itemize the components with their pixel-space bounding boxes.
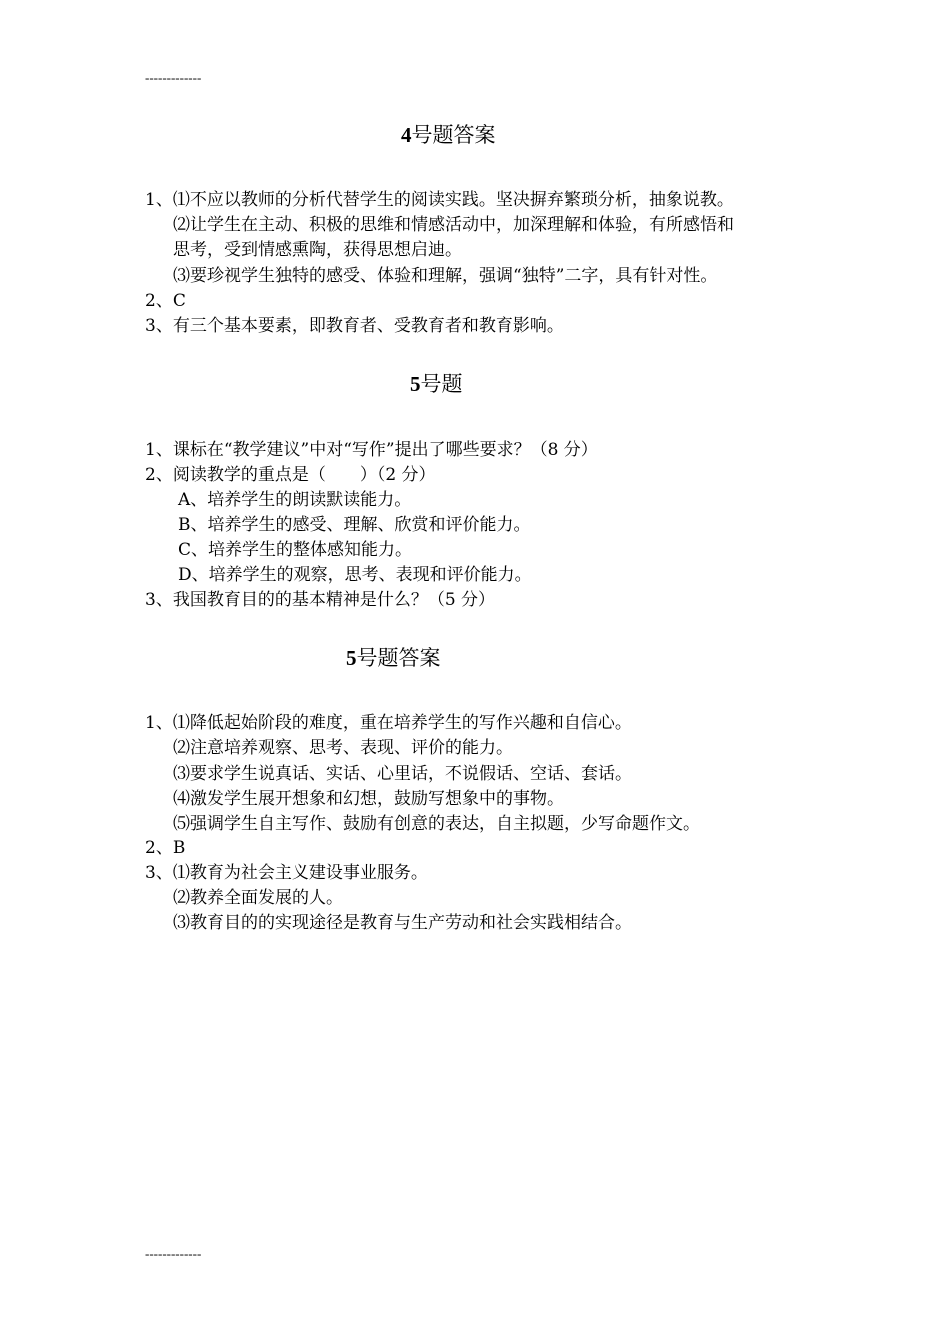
question-line: 2、阅读教学的重点是（ ）（2 分） bbox=[145, 465, 436, 485]
section-5-answers-heading bbox=[346, 644, 441, 672]
section-4-answers-heading bbox=[401, 121, 496, 149]
answer-line: 3、有三个基本要素，即教育者、受教育者和教育影响。 bbox=[145, 316, 564, 336]
heading-text: 号题答案 bbox=[356, 646, 441, 670]
heading-text: 号题 bbox=[420, 372, 463, 396]
question-line: 3、我国教育目的的基本精神是什么？（5 分） bbox=[145, 590, 496, 610]
answer-line: 2、B bbox=[145, 838, 186, 858]
footer-rule: ------------- bbox=[145, 1246, 202, 1261]
answer-line: ⑶要求学生说真话、实话、心里话，不说假话、空话、套话。 bbox=[173, 764, 632, 784]
answer-line: ⑶要珍视学生独特的感受、体验和理解，强调“独特”二字，具有针对性。 bbox=[173, 266, 718, 286]
answer-line: ⑶教育目的的实现途径是教育与生产劳动和社会实践相结合。 bbox=[173, 913, 632, 933]
question-line: 1、课标在“教学建议”中对“写作”提出了哪些要求？（8 分） bbox=[145, 440, 598, 460]
option-line: B、培养学生的感受、理解、欣赏和评价能力。 bbox=[178, 515, 531, 535]
option-line: C、培养学生的整体感知能力。 bbox=[178, 540, 413, 560]
answer-line: ⑵注意培养观察、思考、表现、评价的能力。 bbox=[173, 738, 513, 758]
header-rule: ------------- bbox=[145, 70, 202, 85]
answer-line: ⑸强调学生自主写作、鼓励有创意的表达，自主拟题，少写命题作文。 bbox=[173, 814, 700, 834]
answer-line: ⑵教养全面发展的人。 bbox=[173, 888, 343, 908]
heading-number: 5 bbox=[346, 646, 357, 670]
answer-line: 1、⑴不应以教师的分析代替学生的阅读实践。坚决摒弃繁琐分析，抽象说教。 bbox=[145, 190, 734, 210]
heading-number: 5 bbox=[410, 372, 421, 396]
answer-line: ⑵让学生在主动、积极的思维和情感活动中，加深理解和体验，有所感悟和 bbox=[173, 215, 734, 235]
option-line: A、培养学生的朗读默读能力。 bbox=[178, 490, 412, 510]
option-line: D、培养学生的观察，思考、表现和评价能力。 bbox=[178, 565, 532, 585]
answer-line: 1、⑴降低起始阶段的难度，重在培养学生的写作兴趣和自信心。 bbox=[145, 713, 632, 733]
section-5-questions-heading bbox=[410, 370, 463, 398]
answer-line: ⑷激发学生展开想象和幻想，鼓励写想象中的事物。 bbox=[173, 789, 564, 809]
answer-line: 2、C bbox=[145, 291, 186, 311]
heading-text: 号题答案 bbox=[411, 123, 496, 147]
answer-line: 3、⑴教育为社会主义建设事业服务。 bbox=[145, 863, 428, 883]
heading-number: 4 bbox=[401, 123, 412, 147]
answer-line: 思考，受到情感熏陶，获得思想启迪。 bbox=[173, 240, 462, 260]
